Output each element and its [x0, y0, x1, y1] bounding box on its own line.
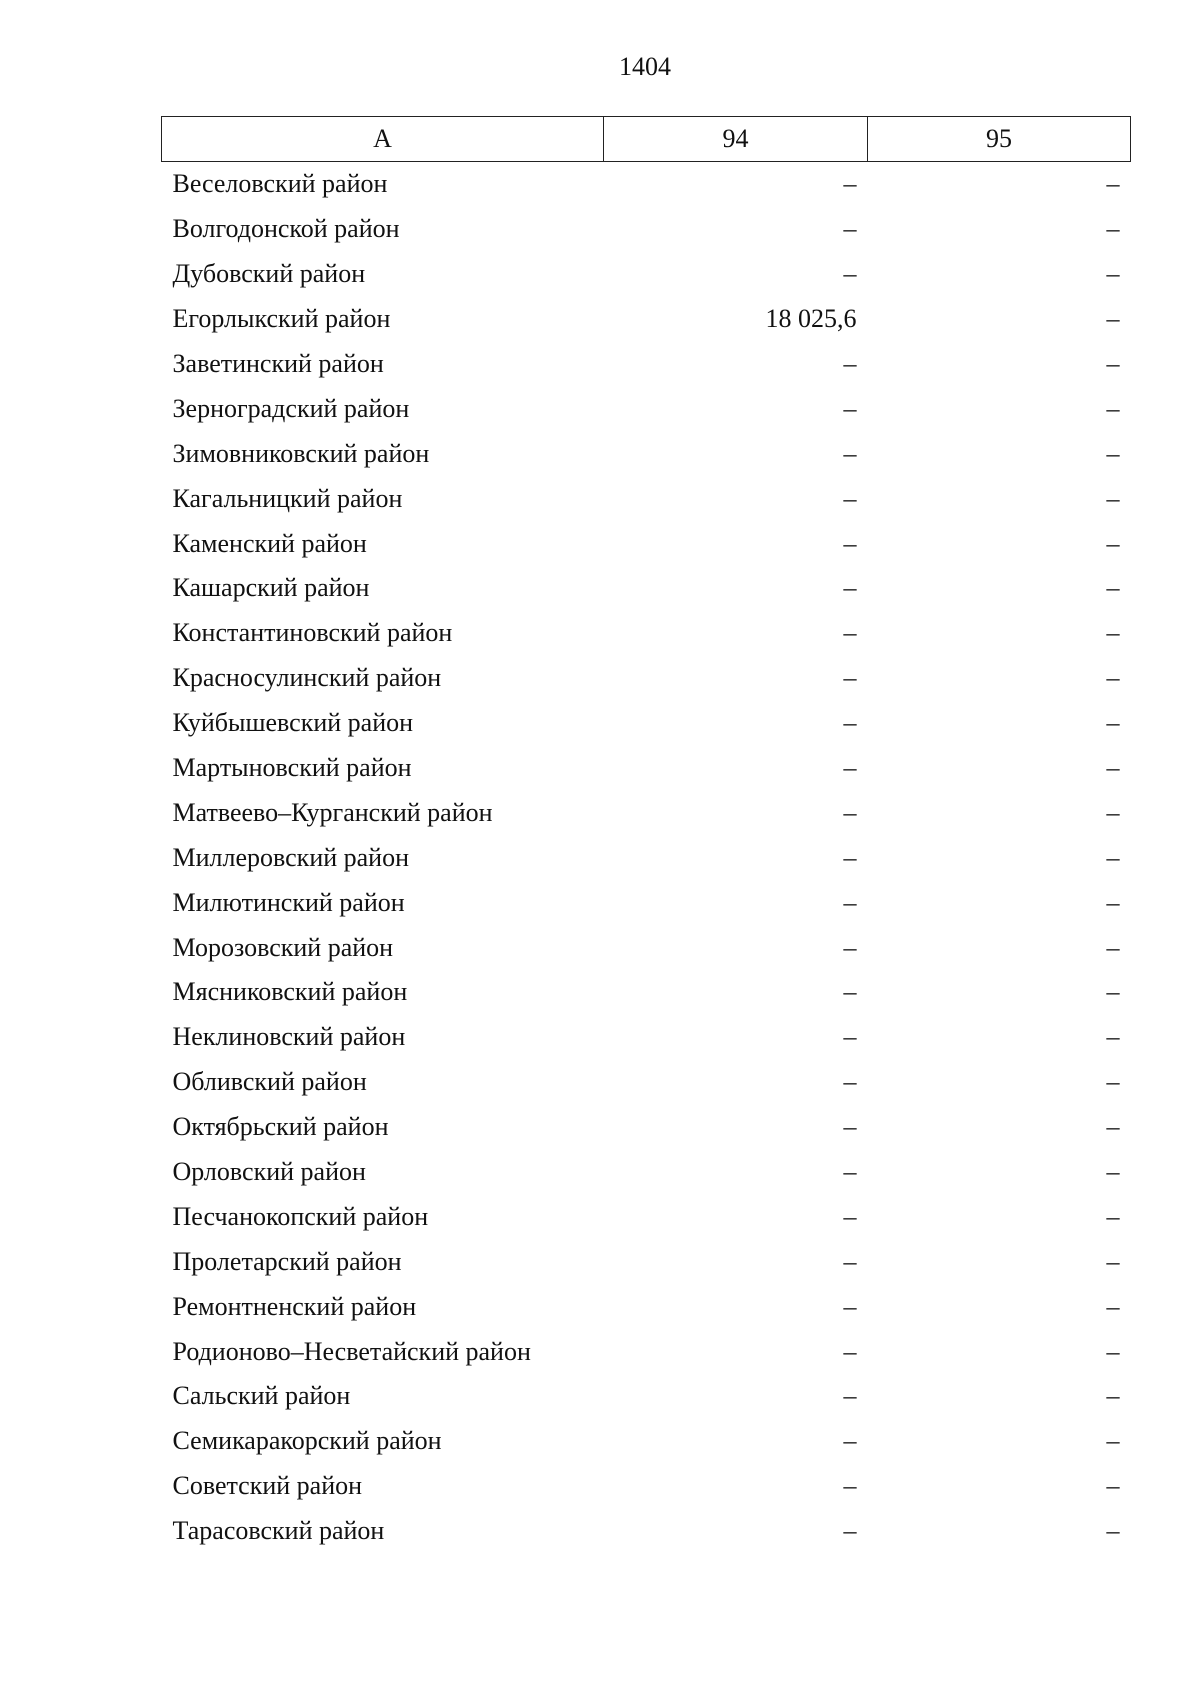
table-row [162, 1105, 1131, 1150]
header-cell-95: 95 [868, 117, 1131, 162]
value-cell-95: – [1106, 1336, 1120, 1366]
value-cell-95: – [1106, 1516, 1120, 1546]
table-row [162, 1509, 1131, 1554]
table-row [162, 1284, 1131, 1329]
table-row [162, 925, 1131, 970]
district-name-cell: Егорлыкский район [172, 304, 391, 334]
district-name-cell: Красносулинский район [172, 663, 442, 693]
value-cell-95: – [1106, 977, 1120, 1007]
table-header [162, 117, 1131, 162]
district-name-cell: Волгодонской район [172, 214, 400, 244]
value-cell-94: – [843, 1246, 857, 1276]
value-cell-94: – [843, 977, 857, 1007]
value-cell-95: – [1106, 1157, 1120, 1187]
table-row [162, 1015, 1131, 1060]
district-name-cell: Кашарский район [172, 573, 370, 603]
value-cell-94: – [843, 887, 857, 917]
table-row [162, 1194, 1131, 1239]
table-row [162, 342, 1131, 387]
table-row [162, 790, 1131, 835]
table-row [162, 297, 1131, 342]
value-cell-94: – [843, 169, 857, 199]
value-cell-94: – [843, 753, 857, 783]
value-cell-95: – [1106, 349, 1120, 378]
district-name-cell: Константиновский район [172, 618, 453, 648]
district-name-cell: Неклиновский район [172, 1022, 406, 1052]
district-name-cell: Зимовниковский район [172, 438, 430, 468]
table-row [162, 1150, 1131, 1195]
value-cell-95: – [1106, 393, 1120, 423]
value-cell-95: – [1106, 663, 1120, 693]
header-cell-a: A [162, 117, 604, 162]
value-cell-95: – [1106, 1471, 1120, 1501]
value-cell-94: – [843, 842, 857, 872]
district-name-cell: Миллеровский район [172, 842, 410, 872]
data-table-container [161, 116, 1130, 1554]
district-name-cell: Советский район [172, 1471, 363, 1501]
district-name-cell: Тарасовский район [172, 1516, 385, 1546]
value-cell-94: – [843, 528, 857, 558]
value-cell-94: 18 025,6 [765, 304, 857, 334]
district-name-cell: Мартыновский район [172, 753, 412, 783]
value-cell-95: – [1106, 214, 1120, 244]
value-cell-95: – [1106, 1201, 1120, 1231]
table-row [162, 1464, 1131, 1509]
value-cell-94: – [843, 483, 857, 513]
table-row [162, 566, 1131, 611]
value-cell-94: – [843, 1426, 857, 1456]
table-row [162, 162, 1131, 207]
district-name-cell: Кагальницкий район [172, 483, 403, 513]
value-cell-94: – [843, 259, 857, 289]
district-name-cell: Веселовский район [172, 169, 388, 199]
value-cell-94: – [843, 1022, 857, 1052]
value-cell-94: – [843, 1471, 857, 1501]
value-cell-95: – [1106, 1067, 1120, 1097]
value-cell-95: – [1106, 1426, 1120, 1456]
table-row [162, 207, 1131, 252]
value-cell-94: – [843, 393, 857, 423]
table-row [162, 701, 1131, 746]
value-cell-94: – [843, 1516, 857, 1546]
value-cell-95: – [1106, 887, 1120, 917]
value-cell-95: – [1106, 842, 1120, 872]
value-cell-95: – [1106, 438, 1120, 468]
table-row [162, 1374, 1131, 1419]
value-cell-94: – [843, 438, 857, 468]
value-cell-95: – [1106, 304, 1120, 334]
value-cell-95: – [1106, 573, 1120, 603]
value-cell-95: – [1106, 259, 1120, 289]
table-row [162, 880, 1131, 925]
district-name-cell: Ремонтненский район [172, 1291, 417, 1321]
value-cell-95: – [1106, 618, 1120, 648]
district-name-cell: Заветинский район [172, 349, 384, 378]
table-row [162, 252, 1131, 297]
value-cell-94: – [843, 1381, 857, 1411]
value-cell-95: – [1106, 1022, 1120, 1052]
value-cell-94: – [843, 573, 857, 603]
district-name-cell: Октябрьский район [172, 1112, 389, 1142]
value-cell-94: – [843, 797, 857, 827]
district-name-cell: Орловский район [172, 1157, 366, 1187]
table-row [162, 835, 1131, 880]
value-cell-95: – [1106, 1112, 1120, 1142]
value-cell-95: – [1106, 797, 1120, 827]
header-cell-94: 94 [604, 117, 868, 162]
district-name-cell: Дубовский район [172, 259, 366, 289]
district-name-cell: Матвеево–Курганский район [172, 797, 493, 827]
district-name-cell: Родионово–Несветайский район [172, 1336, 531, 1366]
district-name-cell: Морозовский район [172, 932, 394, 962]
value-cell-95: – [1106, 708, 1120, 738]
value-cell-95: – [1106, 528, 1120, 558]
value-cell-94: – [843, 1112, 857, 1142]
district-name-cell: Песчанокопский район [172, 1201, 429, 1231]
value-cell-94: – [843, 349, 857, 378]
value-cell-95: – [1106, 483, 1120, 513]
table-row [162, 970, 1131, 1015]
value-cell-95: – [1106, 1381, 1120, 1411]
value-cell-94: – [843, 1201, 857, 1231]
district-name-cell: Семикаракорский район [172, 1426, 442, 1456]
district-name-cell: Сальский район [172, 1381, 351, 1411]
table-row [162, 656, 1131, 701]
value-cell-94: – [843, 1336, 857, 1366]
table-row [162, 746, 1131, 791]
district-name-cell: Пролетарский район [172, 1246, 402, 1276]
table-row [162, 1329, 1131, 1374]
value-cell-95: – [1106, 1291, 1120, 1321]
table-row [162, 1239, 1131, 1284]
table-row [162, 431, 1131, 476]
table-row [162, 521, 1131, 566]
value-cell-94: – [843, 618, 857, 648]
value-cell-94: – [843, 1291, 857, 1321]
district-name-cell: Зерноградский район [172, 393, 410, 423]
value-cell-94: – [843, 214, 857, 244]
district-name-cell: Мясниковский район [172, 977, 408, 1007]
district-name-cell: Милютинский район [172, 887, 405, 917]
header-row [162, 117, 1131, 162]
value-cell-94: – [843, 708, 857, 738]
table-row [162, 386, 1131, 431]
value-cell-94: – [843, 1157, 857, 1187]
value-cell-94: – [843, 932, 857, 962]
value-cell-94: – [843, 1067, 857, 1097]
value-cell-95: – [1106, 169, 1120, 199]
district-name-cell: Обливский район [172, 1067, 367, 1097]
value-cell-94: – [843, 663, 857, 693]
value-cell-95: – [1106, 1246, 1120, 1276]
value-cell-95: – [1106, 932, 1120, 962]
page-number: 1404 [619, 52, 671, 81]
district-name-cell: Каменский район [172, 528, 367, 558]
data-table [161, 116, 1131, 1554]
table-row [162, 611, 1131, 656]
value-cell-95: – [1106, 753, 1120, 783]
table-row [162, 1060, 1131, 1105]
table-body [162, 162, 1131, 1554]
table-row [162, 1419, 1131, 1464]
table-row [162, 476, 1131, 521]
district-name-cell: Куйбышевский район [172, 708, 414, 738]
